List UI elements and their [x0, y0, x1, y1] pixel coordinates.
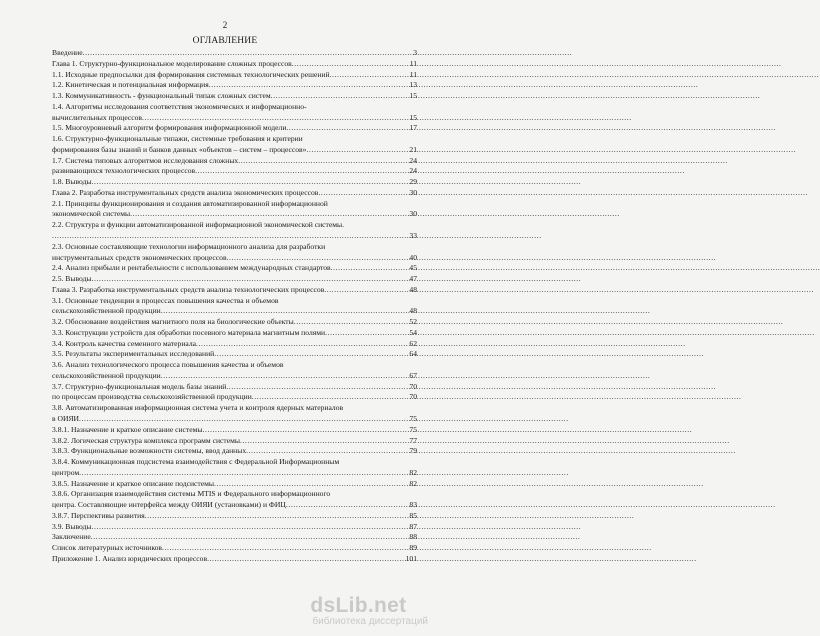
toc-entry-text: вычислительных процессов	[52, 112, 143, 122]
toc-page-number: 29	[409, 177, 417, 187]
toc-page-number: 62	[409, 338, 417, 348]
toc-leader-dots	[246, 446, 408, 457]
toc-entry	[52, 425, 417, 436]
toc-page-number: 15	[409, 91, 417, 101]
toc-page-number: 52	[409, 317, 417, 327]
toc-entry-text: экономической системы	[52, 209, 131, 219]
toc-entry	[52, 113, 417, 124]
toc-page-number: 82	[409, 467, 417, 477]
toc-entry-text: 2.3. Основные составляющие технологии информационного анализа для разработки	[52, 241, 326, 251]
toc-entry-text: 3.8.1. Назначение и краткое описание системы	[52, 424, 203, 434]
toc-entry	[52, 393, 417, 404]
toc-entry	[52, 328, 417, 339]
toc-leader-dots	[238, 156, 408, 167]
toc-page-number: 88	[409, 532, 417, 542]
toc-page-number: 70	[409, 392, 417, 402]
toc-leader-dots	[91, 532, 409, 543]
toc-leader-dots	[294, 317, 409, 328]
toc-title: ОГЛАВЛЕНИЕ	[192, 36, 258, 46]
toc-entry-text: 3.8.6. Организация взаимодействия системы MTIS и Федерального информационного	[52, 489, 331, 499]
toc-leader-dots	[214, 479, 408, 490]
toc-leader-dots	[325, 328, 408, 339]
toc-leader-dots	[142, 113, 408, 124]
toc-leader-dots	[195, 166, 408, 177]
toc-entry-text: 2.4. Анализ прибыли и рентабельности с использованием международных стандартов	[52, 263, 331, 273]
toc-entry-text: Приложение 1. Анализ юридических процессов	[52, 553, 208, 563]
toc-entry	[52, 188, 417, 199]
toc-entry	[52, 479, 417, 490]
toc-entry-text: развивающихся технологических процессов	[52, 166, 196, 176]
toc-leader-dots	[145, 511, 409, 522]
toc-page-number: 3	[413, 47, 417, 57]
toc-entry	[52, 296, 417, 307]
toc-entry-text: 2.5. Выводы	[52, 274, 92, 284]
toc-page-number: 89	[409, 543, 417, 553]
toc-page-number: 45	[409, 263, 417, 273]
toc-entry-text: сельскохозяйственной продукции	[52, 370, 161, 380]
toc-entry	[52, 317, 417, 328]
toc-leader-dots	[161, 371, 409, 382]
toc-leader-dots	[318, 188, 408, 199]
toc-page-number: 17	[409, 123, 417, 133]
toc-page-number: 24	[409, 166, 417, 176]
toc-page-number: 48	[409, 284, 417, 294]
toc-entry	[52, 231, 417, 242]
toc-page-number: 75	[409, 424, 417, 434]
toc-entry	[52, 80, 417, 91]
toc-entry-text: 1.8. Выводы	[52, 177, 92, 187]
toc-page-number: 40	[409, 252, 417, 262]
toc-entry-text: 1.1. Исходные предпосылки для формирования системных технологических решений	[52, 69, 330, 79]
toc-entry	[52, 102, 417, 113]
toc-leader-dots	[240, 436, 408, 447]
toc-entry-text: 3.4. Контроль качества семенного материала	[52, 338, 196, 348]
toc-page-number: 11	[409, 58, 417, 68]
toc-entry	[52, 349, 417, 360]
toc-leader-dots	[271, 91, 409, 102]
toc-entry	[52, 199, 417, 210]
toc-entry-text: 1.5. Многоуровневый алгоритм формирования информационной модели	[52, 123, 287, 133]
toc-entry-text: Заключение	[52, 532, 91, 542]
toc-entry	[52, 156, 417, 167]
toc-entry	[52, 306, 417, 317]
toc-entry-text: Список литературных источников	[52, 543, 163, 553]
toc-leader-dots	[79, 414, 408, 425]
toc-page-number: 24	[409, 155, 417, 165]
toc-entry	[52, 177, 417, 188]
toc-entry	[52, 360, 417, 371]
toc-entry	[52, 209, 417, 220]
toc-entry	[52, 446, 417, 457]
toc-page-number: 30	[409, 187, 417, 197]
toc-page-number: 77	[409, 435, 417, 445]
toc-entry-text: 3.8. Автоматизированная информационная система учета и контроля ядерных материалов	[52, 403, 344, 413]
toc-entry-text: Введение	[52, 47, 83, 57]
toc-page-number: 75	[409, 414, 417, 424]
toc-entry-text: 3.7. Структурно-функциональная модель базы знаний	[52, 381, 227, 391]
toc-entry	[52, 242, 417, 253]
toc-leader-dots	[331, 263, 409, 274]
toc-entry-text: 3.6. Анализ технологического процесса повышения качества и объемов	[52, 360, 284, 370]
toc-entry-text: 2.2. Структура и функции автоматизированной информационной экономической системы.	[52, 220, 345, 230]
table-of-contents	[52, 48, 417, 565]
toc-leader-dots	[130, 209, 408, 220]
toc-entry	[52, 253, 417, 264]
toc-entry-text: 3.8.5. Назначение и краткое описание подсистемы	[52, 478, 215, 488]
toc-leader-dots	[252, 392, 409, 403]
toc-entry-text: центра. Составляющие интерфейса между ОИЯИ (установками) и ФИЦ	[52, 500, 286, 510]
toc-entry-text: 3.5. Результаты экспериментальных исследований	[52, 349, 215, 359]
toc-leader-dots	[226, 382, 408, 393]
toc-entry-text: 1.6. Структурно-функциональные типажи, системные требования и критерии	[52, 134, 303, 144]
toc-entry-text: по процессам производства сельскохозяйственной продукции	[52, 392, 252, 402]
toc-leader-dots	[324, 285, 408, 296]
toc-page-number: 70	[409, 381, 417, 391]
toc-leader-dots	[161, 306, 409, 317]
toc-leader-dots	[286, 500, 409, 511]
toc-entry	[52, 489, 417, 500]
toc-entry	[52, 285, 417, 296]
page-number: 2	[222, 20, 228, 30]
toc-page-number: 33	[409, 231, 417, 240]
toc-entry	[52, 70, 417, 81]
toc-page-number: 47	[409, 274, 417, 284]
toc-leader-dots	[162, 543, 408, 554]
toc-page-number: 79	[409, 446, 417, 456]
toc-page-number: 21	[409, 144, 417, 154]
toc-entry-text: инструментальных средств экономических процессов	[52, 252, 227, 262]
watermark-logo: dsLib.net	[310, 594, 407, 617]
toc-entry-text: 2.1. Принципы функционирования и создания автоматизированной информационной	[52, 198, 328, 208]
toc-entry	[52, 457, 417, 468]
toc-entry-text: 3.2. Обоснование воздействия магнитного поля на биологические объекты	[52, 317, 294, 327]
toc-page-number: 83	[409, 500, 417, 510]
toc-entry	[52, 382, 417, 393]
toc-entry	[52, 145, 417, 156]
toc-page-number: 82	[409, 478, 417, 488]
toc-entry-text: сельскохозяйственной продукции	[52, 306, 161, 316]
toc-page-number: 30	[409, 209, 417, 219]
toc-entry	[52, 554, 417, 565]
toc-page-number: 54	[409, 327, 417, 337]
toc-entry-text: 1.3. Коммуникативность - функциональный типаж сложных систем	[52, 91, 271, 101]
toc-page-number: 15	[409, 112, 417, 122]
toc-leader-dots	[330, 70, 409, 81]
toc-page-number: 101	[405, 553, 417, 563]
toc-entry	[52, 134, 417, 145]
toc-entry	[52, 543, 417, 554]
toc-entry-text: 1.7. Система типовых алгоритмов исследования сложных	[52, 155, 239, 165]
toc-entry	[52, 123, 417, 134]
toc-page-number: 13	[409, 80, 417, 90]
toc-entry-text: 3.1. Основные тенденции в процессах повышения качества и объемов	[52, 295, 279, 305]
toc-entry-text: Глава 3. Разработка инструментальных средств анализа технологических процессов	[52, 284, 325, 294]
toc-leader-dots	[292, 59, 409, 70]
toc-leader-dots	[92, 177, 409, 188]
toc-entry	[52, 522, 417, 533]
toc-page-number: 85	[409, 510, 417, 520]
toc-page-number: 87	[409, 521, 417, 531]
toc-entry-text: в ОИЯИ	[52, 414, 80, 424]
toc-entry	[52, 500, 417, 511]
toc-entry-text: 3.9. Выводы	[52, 521, 92, 531]
toc-leader-dots	[196, 339, 408, 350]
toc-leader-dots	[209, 80, 409, 91]
toc-entry-text: 3.8.4. Коммуникационная подсистема взаимодействия с Федеральной Информационным	[52, 457, 340, 467]
toc-leader-dots	[306, 145, 408, 156]
toc-leader-dots	[203, 425, 409, 436]
toc-leader-dots	[207, 554, 405, 565]
toc-page-number: 11	[409, 69, 417, 79]
toc-page-number: 67	[409, 370, 417, 380]
toc-entry-text: 3.8.2. Логическая структура комплекса программ системы	[52, 435, 241, 445]
toc-entry	[52, 59, 417, 70]
toc-page-number: 48	[409, 306, 417, 316]
toc-entry-text: формирования базы знаний и банков данных «объектов – систем – процессов»	[52, 144, 307, 154]
toc-entry	[52, 511, 417, 522]
watermark-subtitle: библиотека диссертаций	[312, 616, 428, 627]
toc-entry-text: Глава 2. Разработка инструментальных средств анализа экономических процессов	[52, 187, 319, 197]
toc-entry	[52, 339, 417, 350]
toc-leader-dots	[79, 468, 408, 479]
toc-entry	[52, 414, 417, 425]
toc-leader-dots	[214, 349, 408, 360]
toc-page-number: 64	[409, 349, 417, 359]
toc-entry-text: 3.8.3. Функциональные возможности системы, ввод данных	[52, 446, 247, 456]
toc-leader-dots	[52, 231, 408, 242]
toc-entry-text: 3.3. Конструкции устройств для обработки посевного материала магнитным полями	[52, 327, 326, 337]
toc-entry	[52, 263, 417, 274]
toc-entry	[52, 436, 417, 447]
toc-leader-dots	[83, 48, 413, 59]
watermark	[310, 596, 428, 628]
toc-entry	[52, 166, 417, 177]
toc-leader-dots	[92, 274, 409, 285]
toc-entry-text: 3.8.7. Перспективы развития	[52, 510, 145, 520]
toc-leader-dots	[92, 522, 409, 533]
toc-entry-text: 1.2. Кинетическая и потенциальная информация	[52, 80, 209, 90]
toc-leader-dots	[286, 123, 408, 134]
toc-entry	[52, 91, 417, 102]
toc-entry	[52, 468, 417, 479]
toc-entry	[52, 532, 417, 543]
toc-entry-text: Глава 1. Структурно-функциональное моделирование сложных процессов	[52, 58, 292, 68]
toc-entry-text: 1.4. Алгоритмы исследования соответствия экономических и информационно-	[52, 101, 307, 111]
toc-entry	[52, 274, 417, 285]
toc-entry	[52, 220, 417, 231]
toc-entry-text: центром	[52, 467, 80, 477]
toc-entry	[52, 371, 417, 382]
toc-entry	[52, 48, 417, 59]
toc-entry	[52, 403, 417, 414]
toc-leader-dots	[227, 253, 409, 264]
